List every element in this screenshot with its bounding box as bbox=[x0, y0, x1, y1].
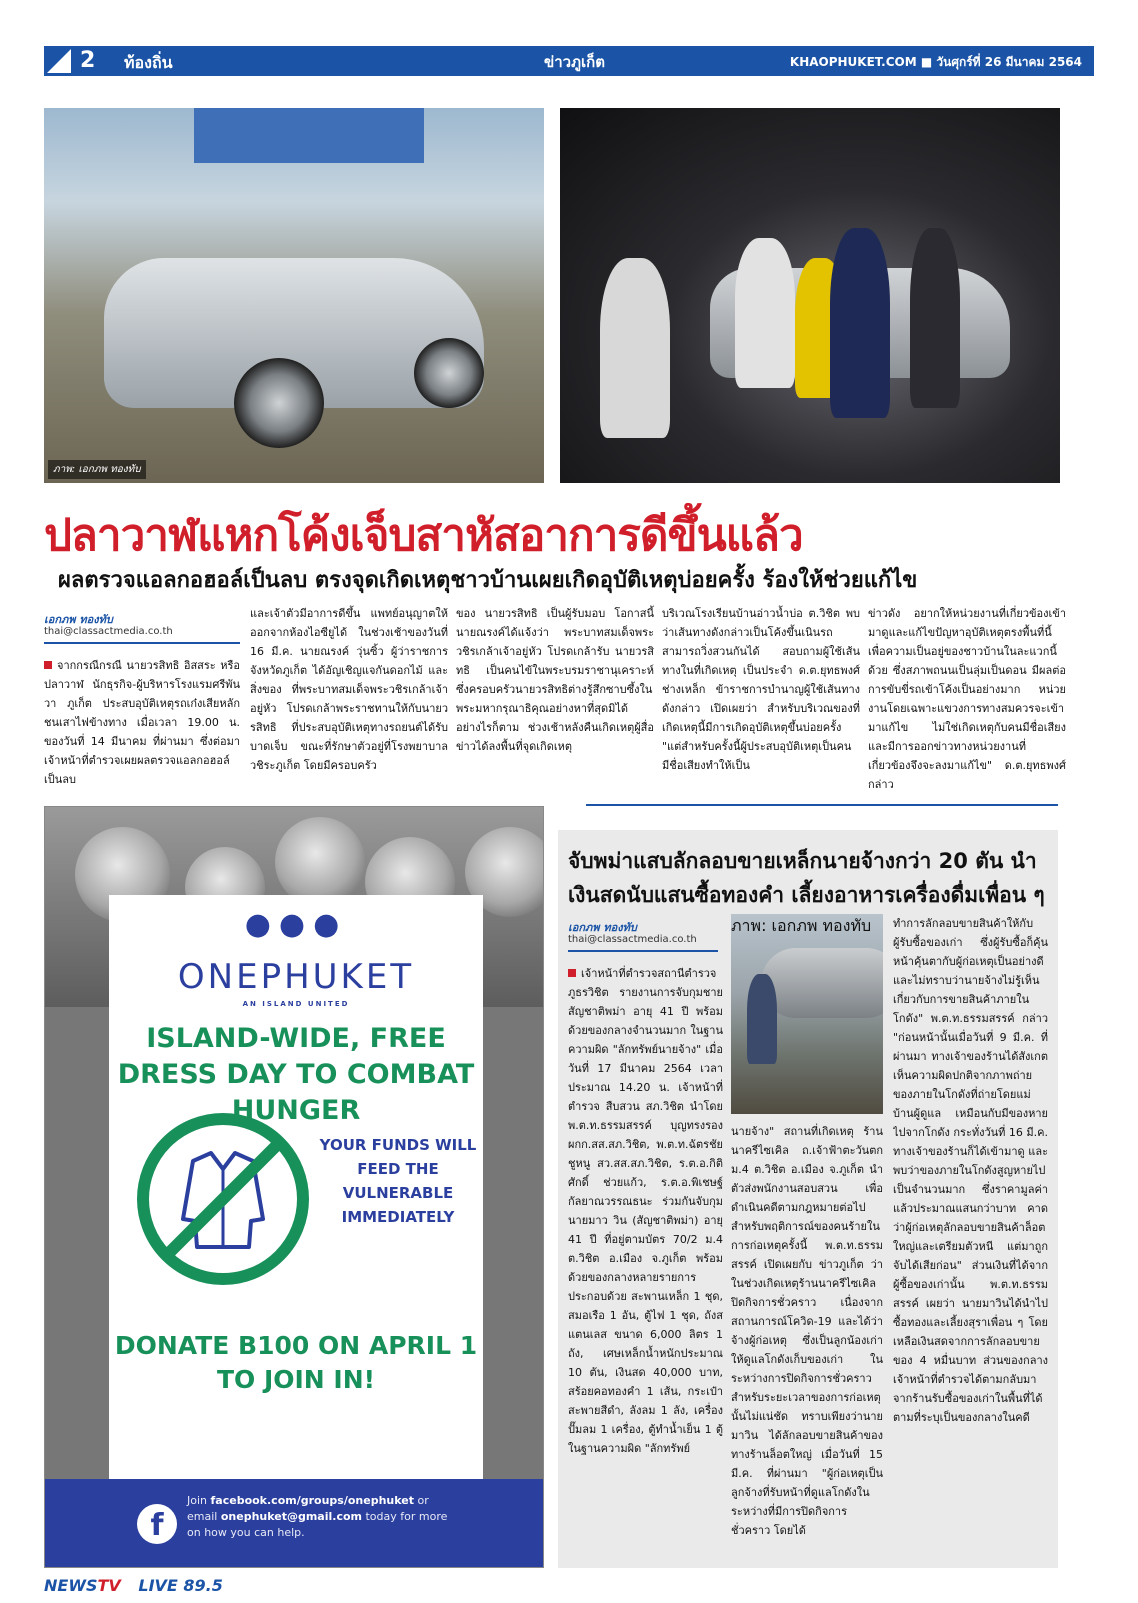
live-radio-logo: LIVE 89.5 bbox=[138, 1576, 223, 1595]
bullet-icon bbox=[44, 661, 52, 669]
no-dress-code-icon bbox=[133, 1109, 313, 1289]
photo-credit: ภาพ: เอกภพ ทองทับ bbox=[48, 460, 146, 479]
photo-arrested-man bbox=[731, 914, 883, 1114]
story1-headline: ปลาวาฬแหกโค้งเจ็บสาหัสอาการดีขึ้นแล้ว bbox=[44, 510, 803, 561]
onephuket-figures-logo-icon: ●●● bbox=[244, 907, 348, 942]
story2-byline: เอกภพ ทองทับ bbox=[568, 921, 637, 934]
story1-email: thai@classactmedia.co.th bbox=[44, 626, 173, 637]
ad-contact-bar bbox=[45, 1479, 543, 1568]
photo-steel-tank bbox=[761, 948, 883, 1018]
photo-person bbox=[600, 258, 670, 438]
story1-subhead: ผลตรวจแอลกอฮอล์เป็นลบ ตรงจุดเกิดเหตุชาวบ้านเผยเกิดอุบัติเหตุบ่อยครั้ง ร้องให้ช่วยแก้ไข bbox=[58, 568, 918, 593]
story2-headline: จับพม่าแสบลักลอบขายเหล็กนายจ้างกว่า 20 ตัน นำเงินสดนับแสนซื้อทองคำ เลี้ยงอาหารเครื่องดื่มเพื่อน ๆ bbox=[568, 849, 1045, 907]
story2-column-3: ทำการลักลอบขายสินค้าให้กับผู้รับซื้อของเก่า ซึ่งผู้รับซื้อก็คุ้นหน้าคุ้นตากับผู้ก่อเหตุเป็นอย่างดี และไม่ทราบว่านายจ้างไม่รู้เห็นเกี่ยวกับการขายสินค้าภายในโกดัง" พ.ต.ท.ธรรมสรรค์ กล่าว "ก่อนหน้านั้นเมื่อวันที่ 9 มี.ค. ที่ผ่านมา ทางเจ้าของร้านได้สังเกตเห็นความผิดปกติจากภาพถ่ายของภายในโกดังที่ถ่ายโดยแม่บ้านผู้ดูแล เหมือนกับมีของหายไปจากโกดัง กระทั่งวันที่ 16 มี.ค. ทางเจ้าของร้านก็ได้เข้ามาดู และพบว่าของภายในโกดังสูญหายไปเป็นจำนวนมาก ซึ่งราคามูลค่าแล้วประมาณแสนกว่าบาท คาดว่าผู้ก่อเหตุลักลอบขายสินค้าล็อตใหญ่และเตรียมตัวหนี แต่มาถูกจับได้เสียก่อน" ส่วนเงินที่ได้จากผู้ซื้อของเก่านั้น พ.ต.ท.ธรรมสรรค์ เผยว่า นายมาวินได้นำไปซื้อทองและเลี้ยงสุราเพื่อน ๆ โดยเหลือเงินสดจากการลักลอบขายของ 4 หมื่นบาท ส่วนของกลางเจ้าหน้าที่ตำรวจได้ตามกลับมาจากร้านรับซื้อของเก่าในพื้นที่ได้ ตามที่ระบุเป็นของกลางในคดี bbox=[893, 917, 1048, 1424]
photo-car-wheel bbox=[234, 358, 324, 448]
masthead-brand: ข่าวภูเก็ต bbox=[544, 53, 605, 71]
story2-column-2: นายจ้าง" สถานที่เกิดเหตุ ร้านนาครีไซเคิล ถ.เจ้าฟ้าตะวันตก ม.4 ต.วิชิต อ.เมือง จ.ภูเก็ต นำตัวส่งพนักงานสอบสวน เพื่อดำเนินคดีตามกฎหมายต่อไป สำหรับพฤติการณ์ของคนร้ายในการก่อเหตุครั้งนี้ พ.ต.ท.ธรรมสรรค์ เปิดเผยกับ ข่าวภูเก็ต ว่า ในช่วงเกิดเหตุร้านนาครีไซเคิล ปิดกิจการชั่วคราว เนื่องจากสถานการณ์โควิด-19 และได้ว่าจ้างผู้ก่อเหตุ ซึ่งเป็นลูกน้องเก่าให้ดูแลโกดังเก็บของเก่า ในระหว่างการปิดกิจการชั่วคราว สำหรับระยะเวลาของการก่อเหตุนั้นไม่แน่ชัด ทราบเพียงว่านาย มาวิน ได้ลักลอบขายสินค้าของทางร้านล็อตใหญ่ เมื่อวันที่ 15 มี.ค. ที่ผ่านมา "ผู้ก่อเหตุเป็นลูกจ้างที่รับหน้าที่ดูแลโกดังในระหว่างที่มีการปิดกิจการชั่วคราว โดยได้ bbox=[731, 1125, 883, 1537]
photo-wrecked-car bbox=[44, 108, 544, 483]
bullet-icon bbox=[568, 969, 576, 977]
ad-title: ISLAND-WIDE, FREE DRESS DAY TO COMBAT HUNGER bbox=[117, 1023, 475, 1126]
footer-logos bbox=[44, 1576, 223, 1595]
photo-person bbox=[735, 238, 795, 388]
photo-person bbox=[830, 228, 890, 418]
header-corner-mark bbox=[44, 46, 74, 76]
onephuket-advertisement bbox=[44, 806, 544, 1568]
photo-car-wheel bbox=[414, 338, 484, 408]
byline-rule bbox=[44, 642, 240, 644]
site-url: KHAOPHUKET.COM bbox=[789, 55, 917, 69]
byline-rule bbox=[568, 950, 718, 952]
story1-column-1: จากกรณีกรณี นายวรสิทธิ อิสสระ หรือ ปลาวาฬ นักธุรกิจ-ผู้บริหารโรงแรมศรีพันวา ภูเก็ต ประสบอุบัติเหตุรถเก๋งเสียหลักชนเสาไฟข้างทาง เมื่อเวลา 19.00 น. ของวันที่ 14 มีนาคม ที่ผ่านมา ซึ่งต่อมาเจ้าหน้าที่ตำรวจเผยผลตรวจแอลกอฮอล์เป็นลบ bbox=[44, 659, 240, 786]
ad-kid-face bbox=[275, 817, 365, 907]
section-title: ท้องถิ่น bbox=[124, 53, 173, 72]
story1-column-4: บริเวณโรงเรียนบ้านอ่าวน้ำบ่อ ต.วิชิต พบว่าเส้นทางดังกล่าวเป็นโค้งขึ้นเนินรถสามารถวิ่งสวนกันได้ สอบถามผู้ใช้เส้นทางในที่เกิดเหตุ เป็นประจำ ด.ต.ยุทธพงศ์ ช่างเหล็ก ข้าราชการบำนาญผู้ใช้เส้นทางดังกล่าว เปิดเผยว่า สำหรับบริเวณของที่เกิดเหตุนี้มีการเกิดอุบัติเหตุขึ้นบ่อยครั้ง "แต่สำหรับครั้งนี้ผู้ประสบอุบัติเหตุเป็นคนมีชื่อเสียงทำให้เป็น bbox=[662, 607, 860, 772]
facebook-icon: f bbox=[137, 1504, 177, 1544]
story2-column-1: เจ้าหน้าที่ตำรวจสถานีตำรวจภูธรวิชิต รายงานการจับกุมชายสัญชาติพม่า อายุ 41 ปี พร้อมด้วยของกลางจำนวนมาก ในฐานความผิด "ลักทรัพย์นายจ้าง" เมื่อวันที่ 17 มีนาคม 2564 เวลาประมาณ 14.20 น. เจ้าหน้าที่ตำรวจ สืบสวน สภ.วิชิต นำโดย พ.ต.ท.ธรรมสรรค์ บุญทรงรอง ผกก.สส.สภ.วิชิต, พ.ต.ท.ฉัตรชัย ชูหนู สว.สส.สภ.วิชิต, ร.ต.อ.กิติศักดิ์ ช่วยแก้ว, ร.ต.อ.พิเชษฐ์ กัลยาณวรรณธนะ ร่วมกันจับกุม นายมาว วิน (สัญชาติพม่า) อายุ 41 ปี ที่อยู่ตามบัตร 70/2 ม.4 ต.วิชิต อ.เมือง จ.ภูเก็ต พร้อมด้วยของกลางหลายรายการ ประกอบด้วย สะพานเหล็ก 1 ชุด, สมอเรือ 1 อัน, ตู้ไฟ 1 ชุด, ถังสแตนเลส ขนาด 6,000 ลิตร 1 ถัง, เศษเหล็กน้ำหนักประมาณ 10 ตัน, เงินสด 40,000 บาท, สร้อยคอทองคำ 1 เส้น, กระเป๋าสะพายสีดำ, ลังลม 1 ลัง, เครื่องปั๊มลม 1 เครื่อง, ตู้ทำน้ำเย็น 1 ตู้ ในฐานความผิด "ลักทรัพย์ bbox=[568, 967, 723, 1455]
story2-top-rule bbox=[586, 804, 1058, 806]
ad-logo: ONEPHUKET bbox=[177, 957, 415, 997]
story1-column-5: ข่าวดัง อยากให้หน่วยงานที่เกี่ยวข้องเข้ามาดูและแก้ไขปัญหาอุบัติเหตุตรงพื้นที่นี้ เพื่อความเป็นอยู่ของชาวบ้านในละแวกนี้ด้วย ซึ่งสภาพถนนเป็นลุ่มเป็นดอน มีผลต่อการขับขี่รถเข้าโค้งเป็นอย่างมาก หน่วยงานโดยเฉพาะแขวงการทางสมควรจะเข้ามาแก้ไข ไม่ใช่เกิดเหตุกับคนมีชื่อเสียง และมีการออกข่าวทางหน่วยงานที่เกี่ยวข้องจึงจะลงมาแก้ไข" ด.ต.ยุทธพงศ์ กล่าว bbox=[868, 607, 1066, 791]
page-header bbox=[44, 46, 1094, 76]
facebook-group-link[interactable]: facebook.com/groups/onephuket bbox=[210, 1494, 414, 1507]
ad-donate-text: DONATE B100 ON APRIL 1 TO JOIN IN! bbox=[114, 1331, 478, 1394]
photo-person bbox=[747, 974, 777, 1064]
story1-column-2: และเจ้าตัวมีอาการดีขึ้น แพทย์อนุญาตให้ออกจากห้องไอซียูได้ ในช่วงเช้าของวันที่ 16 มี.ค. นายณรงค์ วุ่นซิ้ว ผู้ว่าราชการจังหวัดภูเก็ต ได้อัญเชิญแจกันดอกไม้ และสิ่งของ ที่พระบาทสมเด็จพระวชิรเกล้าเจ้าอยู่หัว โปรดเกล้าพระราชทานให้กับนายวรสิทธิ ที่ประสบอุบัติเหตุทางรถยนต์ได้รับบาดเจ็บ ขณะที่รักษาตัวอยู่ที่โรงพยาบาลวชิระภูเก็ต โดยมีครอบครัว bbox=[250, 607, 448, 772]
photo-credit: ภาพ: เอกภพ ทองทับ bbox=[731, 916, 872, 935]
photo-person bbox=[910, 228, 960, 408]
ad-white-panel bbox=[109, 895, 483, 1479]
ad-logo-tagline: AN ISLAND UNITED bbox=[242, 1000, 350, 1008]
separator-square-icon: ■ bbox=[920, 55, 933, 69]
ad-funds-text: YOUR FUNDS WILL FEED THE VULNERABLE IMMEDIATELY bbox=[319, 1136, 477, 1226]
ad-email-link[interactable]: onephuket@gmail.com bbox=[220, 1510, 362, 1523]
header-site-date bbox=[790, 53, 1082, 72]
story1-column-3: ของ นายวรสิทธิ เป็นผู้รับมอบ โอกาสนี้ นายณรงค์ได้แจ้งว่า พระบาทสมเด็จพระวชิรเกล้าเจ้าอยู่หัว โปรดเกล้ารับ นายวรสิทธิ เป็นคนไข้ในพระบรมราชานุเคราะห์ ซึ่งครอบครัวนายวรสิทธิต่างรู้สึกซาบซึ้งในพระมหากรุณาธิคุณอย่างหาที่สุดมิได้ อย่างไรก็ตาม ช่วงเช้าหลังคืนเกิดเหตุผู้สื่อข่าวได้ลงพื้นที่จุดเกิดเหตุ bbox=[456, 607, 654, 753]
story1-byline: เอกภพ ทองทับ bbox=[44, 613, 113, 626]
photo-building bbox=[194, 108, 424, 163]
ad-join-text: Join facebook.com/groups/onephuket or email onephuket@gmail.com today for more on how you can help. bbox=[187, 1494, 448, 1539]
newstv-logo: NEWSTV bbox=[44, 1576, 121, 1595]
issue-date: วันศุกร์ที่ 26 มีนาคม 2564 bbox=[936, 55, 1082, 69]
story2-box bbox=[558, 830, 1058, 1568]
story2-email: thai@classactmedia.co.th bbox=[568, 934, 697, 945]
photo-accident-scene bbox=[560, 108, 1060, 483]
page-number: 2 bbox=[80, 48, 96, 73]
